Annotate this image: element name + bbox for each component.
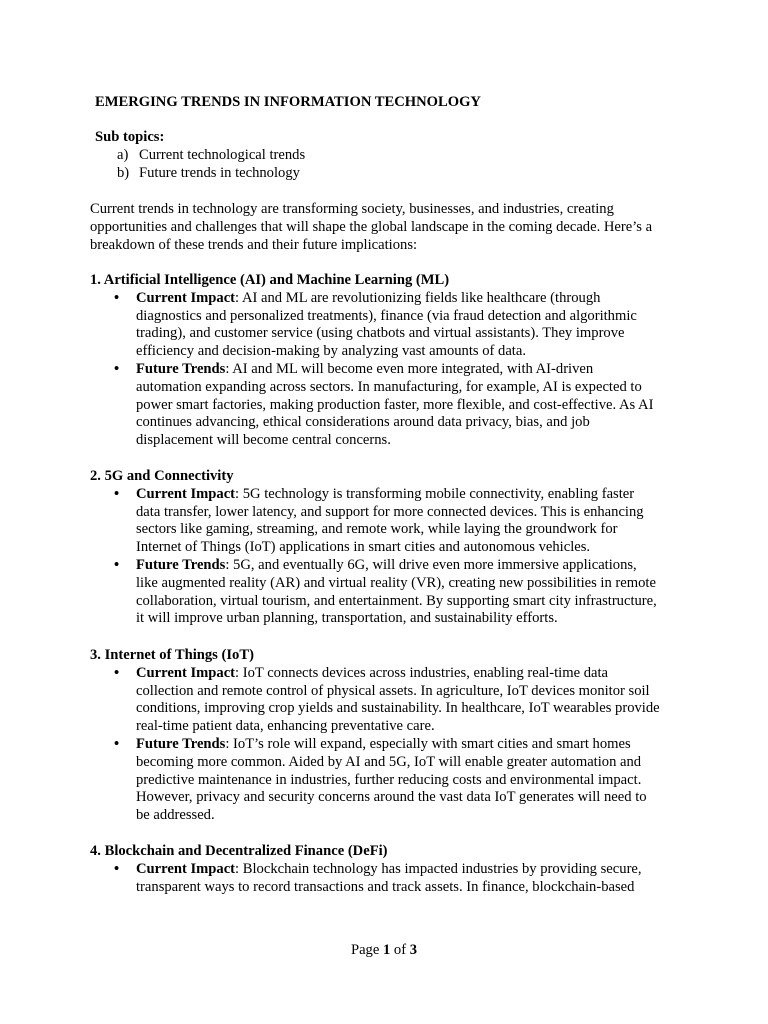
bullet-lead: Current Impact xyxy=(136,485,236,502)
intro-paragraph xyxy=(90,201,690,254)
intro-line: breakdown of these trends and their future implications: xyxy=(90,236,418,253)
bullet-line: Internet of Things (IoT) applications in smart cities and autonomous vehicles. xyxy=(136,539,591,556)
page-current: 1 xyxy=(382,942,391,958)
subtopic-text: Future trends in technology xyxy=(139,164,300,181)
bullet-text: : AI and ML will become even more integrated, with AI-driven xyxy=(225,360,594,377)
bullet-dot: • xyxy=(114,360,120,377)
bullet-list xyxy=(90,290,690,450)
bullet-text: : 5G technology is transforming mobile connectivity, enabling faster xyxy=(235,485,635,502)
intro-line: opportunities and challenges that will shape the global landscape in the coming decade. Here’s a xyxy=(90,218,653,235)
intro-line: Current trends in technology are transforming society, businesses, and industries, creating xyxy=(90,201,614,217)
page-prefix: Page xyxy=(350,942,383,958)
bullet-line: predictive maintenance in industries, further reducing costs and environmental impact. xyxy=(136,771,642,788)
bullet-line: conditions, improving crop yields and sustainability. In healthcare, IoT wearables provide xyxy=(136,700,660,717)
subtopics-heading: Sub topics: xyxy=(95,129,165,145)
bullet-item xyxy=(90,361,690,450)
bullet-line: collaboration, virtual tourism, and entertainment. By supporting smart city infrastructure, xyxy=(136,592,657,609)
bullet-line: becoming more common. Aided by AI and 5G, IoT will enable greater automation and xyxy=(136,753,642,770)
bullet-text: : Blockchain technology has impacted industries by providing secure, xyxy=(235,860,642,877)
bullet-line: sectors like gaming, streaming, and remote work, while laying the groundwork for xyxy=(136,521,618,538)
bullet-line xyxy=(136,861,690,879)
section-heading: 4. Blockchain and Decentralized Finance (DeFi) xyxy=(90,843,388,859)
bullet-lead: Future Trends xyxy=(136,360,226,377)
bullet-lead: Current Impact xyxy=(136,289,236,306)
bullet-list xyxy=(90,861,690,897)
section-5g xyxy=(90,468,690,628)
bullet-line: collection and remote control of physical assets. In agriculture, IoT devices monitor soil xyxy=(136,682,650,699)
bullet-line: transparent ways to record transactions and track assets. In finance, blockchain-based xyxy=(136,878,635,895)
bullet-line: real-time patient data, enhancing preventative care. xyxy=(136,718,435,735)
page-total: 3 xyxy=(409,942,418,958)
page-number xyxy=(0,942,768,960)
section-ai-ml xyxy=(90,272,690,450)
bullet-line xyxy=(136,665,690,683)
bullet-text: : IoT connects devices across industries, enabling real-time data xyxy=(235,664,609,681)
document-title: EMERGING TRENDS IN INFORMATION TECHNOLOGY xyxy=(95,94,481,110)
bullet-line: power smart factories, making production faster, more flexible, and cost-effective. As AI xyxy=(136,396,654,413)
bullet-item xyxy=(90,290,690,361)
bullet-line: diagnostics and personalized treatments), finance (via fraud detection and algorithmic xyxy=(136,307,637,324)
bullet-lead: Future Trends xyxy=(136,735,226,752)
bullet-item xyxy=(90,486,690,557)
page-middle: of xyxy=(390,942,410,958)
bullet-line: continues advancing, ethical considerations around data privacy, bias, and job xyxy=(136,414,590,431)
subtopic-item xyxy=(117,165,305,183)
bullet-dot: • xyxy=(114,289,120,306)
bullet-line: it will improve urban planning, transportation, and sustainability efforts. xyxy=(136,610,558,627)
bullet-line: be addressed. xyxy=(136,807,215,824)
bullet-line xyxy=(136,736,690,754)
bullet-dot: • xyxy=(114,860,120,877)
bullet-item xyxy=(90,861,690,897)
subtopic-marker: b) xyxy=(117,164,130,181)
bullet-line: displacement will become central concerns. xyxy=(136,432,391,449)
bullet-list xyxy=(90,486,690,628)
bullet-dot: • xyxy=(114,664,120,681)
subtopic-text: Current technological trends xyxy=(139,147,306,163)
bullet-line xyxy=(136,361,690,379)
bullet-dot: • xyxy=(114,485,120,502)
section-blockchain xyxy=(90,843,690,896)
bullet-line: efficiency and decision-making by analyzing vast amounts of data. xyxy=(136,343,526,360)
bullet-line: However, privacy and security concerns around the vast data IoT generates will need to xyxy=(136,789,647,806)
bullet-line: like augmented reality (AR) and virtual reality (VR), creating new possibilities in remote xyxy=(136,574,656,591)
bullet-dot: • xyxy=(114,556,120,573)
bullet-text: : 5G, and eventually 6G, will drive even more immersive applications, xyxy=(225,556,637,573)
bullet-text: : AI and ML are revolutionizing fields like healthcare (through xyxy=(235,289,601,306)
bullet-list xyxy=(90,665,690,825)
bullet-item xyxy=(90,665,690,736)
subtopics-list xyxy=(117,147,305,183)
bullet-lead: Current Impact xyxy=(136,664,236,681)
bullet-item xyxy=(90,557,690,628)
bullet-line: trading), and customer service (using chatbots and virtual assistants). They improve xyxy=(136,325,625,342)
bullet-text: : IoT’s role will expand, especially with smart cities and smart homes xyxy=(225,735,631,752)
section-heading: 1. Artificial Intelligence (AI) and Machine Learning (ML) xyxy=(90,272,450,288)
bullet-line xyxy=(136,557,690,575)
bullet-line: data transfer, lower latency, and support for more connected devices. This is enhancing xyxy=(136,503,644,520)
bullet-item xyxy=(90,736,690,825)
bullet-lead: Future Trends xyxy=(136,556,226,573)
bullet-dot: • xyxy=(114,735,120,752)
bullet-lead: Current Impact xyxy=(136,860,236,877)
section-iot xyxy=(90,647,690,825)
subtopic-marker: a) xyxy=(117,147,129,163)
section-heading: 3. Internet of Things (IoT) xyxy=(90,647,254,663)
section-heading: 2. 5G and Connectivity xyxy=(90,468,234,484)
bullet-line: automation expanding across sectors. In manufacturing, for example, AI is expected to xyxy=(136,378,642,395)
bullet-line xyxy=(136,290,690,308)
bullet-line xyxy=(136,486,690,504)
subtopic-item xyxy=(117,147,305,165)
